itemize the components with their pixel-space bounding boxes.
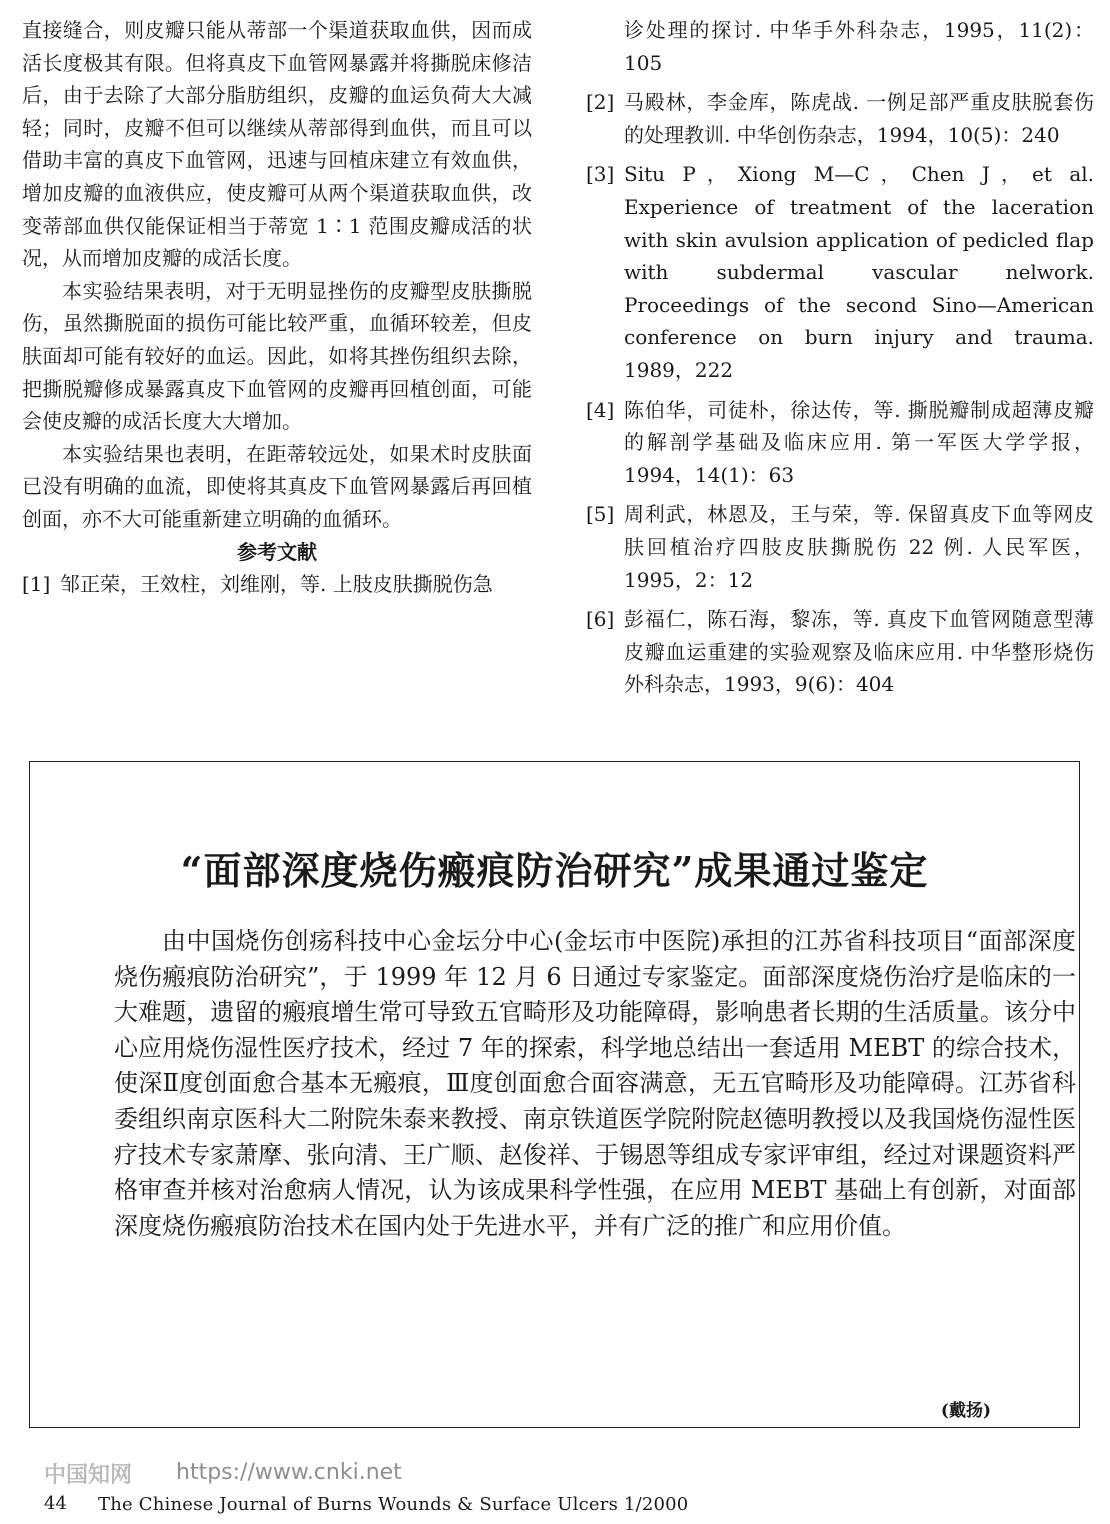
news-body: 由中国烧伤创疡科技中心金坛分中心(金坛市中医院)承担的江苏省科技项目“面部深度烧伤瘢痕防治研究”，于 1999 年 12 月 6 日通过专家鉴定。面部深度烧伤治疗是临床的一大难题，遗留的瘢痕增生常可导致五官畸形及功能障碍，影响患者长期的生活质量。该分中心应用烧伤湿性医疗技术，经过 7 年的探索，科学地总结出一套适用 MEBT 的综合技术，使深Ⅱ度创面愈合基本无瘢痕，Ⅲ度创面愈合面容满意，无五官畸形及功能障碍。江苏省科委组织南京医科大二附院朱泰来教授、南京铁道医学院附院赵德明教授以及我国烧伤湿性医疗技术专家萧摩、张向清、王广顺、赵俊祥、于锡恩等组成专家评审组，经过对课题资料严格审查并核对治愈病人情况，认为该成果科学性强，在应用 MEBT 基础上有创新，对面部深度烧伤瘢痕防治技术在国内处于先进水平，并有广泛的推广和应用价值。 — [114, 927, 1076, 1240]
reference-item — [586, 158, 1094, 386]
reference-item — [586, 86, 1094, 151]
reference-text: 陈伯华，司徒朴，徐达传，等. 撕脱瓣制成超薄皮瓣的解剖学基础及临床应用. 第一军医大学学报，1994，14(1)：63 — [624, 397, 1094, 487]
reference-number: [5] — [586, 502, 615, 527]
watermark-url: https://www.cnki.net — [176, 1460, 402, 1485]
news-box — [29, 761, 1080, 1428]
reference-item-continued — [586, 14, 1094, 79]
reference-item — [586, 394, 1094, 492]
reference-number: [6] — [586, 607, 615, 632]
body-paragraph: 本实验结果也表明，在距蒂较远处，如果术时皮肤面已没有明确的血流，即使将其真皮下血管网暴露后再回植创面，亦不大可能重新建立明确的血循环。 — [22, 441, 532, 531]
body-paragraph: 本实验结果表明，对于无明显挫伤的皮瓣型皮肤撕脱伤，虽然撕脱面的损伤可能比较严重，血循环较差，但皮肤面却可能有较好的血运。因此，如将其挫伤组织去除，把撕脱瓣修成暴露真皮下血管网的皮瓣再回植创面，可能会使皮瓣的成活长度大大增加。 — [22, 278, 532, 434]
reference-number: [4] — [586, 397, 615, 422]
reference-number: [3] — [586, 162, 615, 187]
body-paragraph: 直接缝合，则皮瓣只能从蒂部一个渠道获取血供，因而成活长度极其有限。但将真皮下血管网暴露并将撕脱床修洁后，由于去除了大部分脂肪组织，皮瓣的血运负荷大大减轻；同时，皮瓣不但可以继续从蒂部得到血供，而且可以借助丰富的真皮下血管网，迅速与回植床建立有效血供，增加皮瓣的血液供应，使皮瓣可从两个渠道获取血供，改变蒂部血供仅能保证相当于蒂宽 1∶1 范围皮瓣成活的状况，从而增加皮瓣的成活长度。 — [22, 18, 532, 271]
reference-text: 邹正荣，王效柱，刘维刚，等. 上肢皮肤撕脱伤急 — [60, 572, 493, 597]
news-author: (戴扬) — [940, 1401, 991, 1421]
reference-text: 周利武，林恩及，王与荣，等. 保留真皮下血等网皮肤回植治疗四肢皮肤撕脱伤 22 例. 人民军医，1995，2：12 — [624, 502, 1094, 592]
right-column — [586, 14, 1094, 701]
reference-text: 彭福仁，陈石海，黎冻，等. 真皮下血管网随意型薄皮瓣血运重建的实验观察及临床应用. 中华整形烧伤外科杂志，1993，9(6)：404 — [624, 607, 1094, 697]
references-heading: 参考文献 — [237, 539, 317, 564]
news-title: “面部深度烧伤瘢痕防治研究”成果通过鉴定 — [180, 848, 929, 893]
reference-text: Situ P，Xiong M—C，Chen J，et al. Experience of treatment of the laceration with skin avulsion application of pedicled flap with subdermal vascular nelwork. Proceedings of the second Sino—American conference on burn injury and trauma. 1989，222 — [624, 162, 1094, 382]
reference-number: [1] — [22, 572, 51, 597]
reference-item — [22, 568, 532, 601]
reference-item — [586, 498, 1094, 596]
journal-name: The Chinese Journal of Burns Wounds & Surface Ulcers 1/2000 — [98, 1494, 689, 1515]
watermark-logo-text: 中国知网 — [44, 1463, 133, 1488]
left-column — [22, 14, 532, 601]
reference-number: [2] — [586, 90, 615, 115]
page-number: 44 — [44, 1493, 67, 1514]
reference-item — [586, 603, 1094, 701]
reference-text: 诊处理的探讨. 中华手外科杂志，1995，11(2)：105 — [624, 18, 1094, 75]
reference-text: 马殿林，李金库，陈虎战. 一例足部严重皮肤脱套伤的处理教训. 中华创伤杂志，1994，10(5)：240 — [624, 90, 1094, 147]
page-footer — [44, 1458, 844, 1518]
